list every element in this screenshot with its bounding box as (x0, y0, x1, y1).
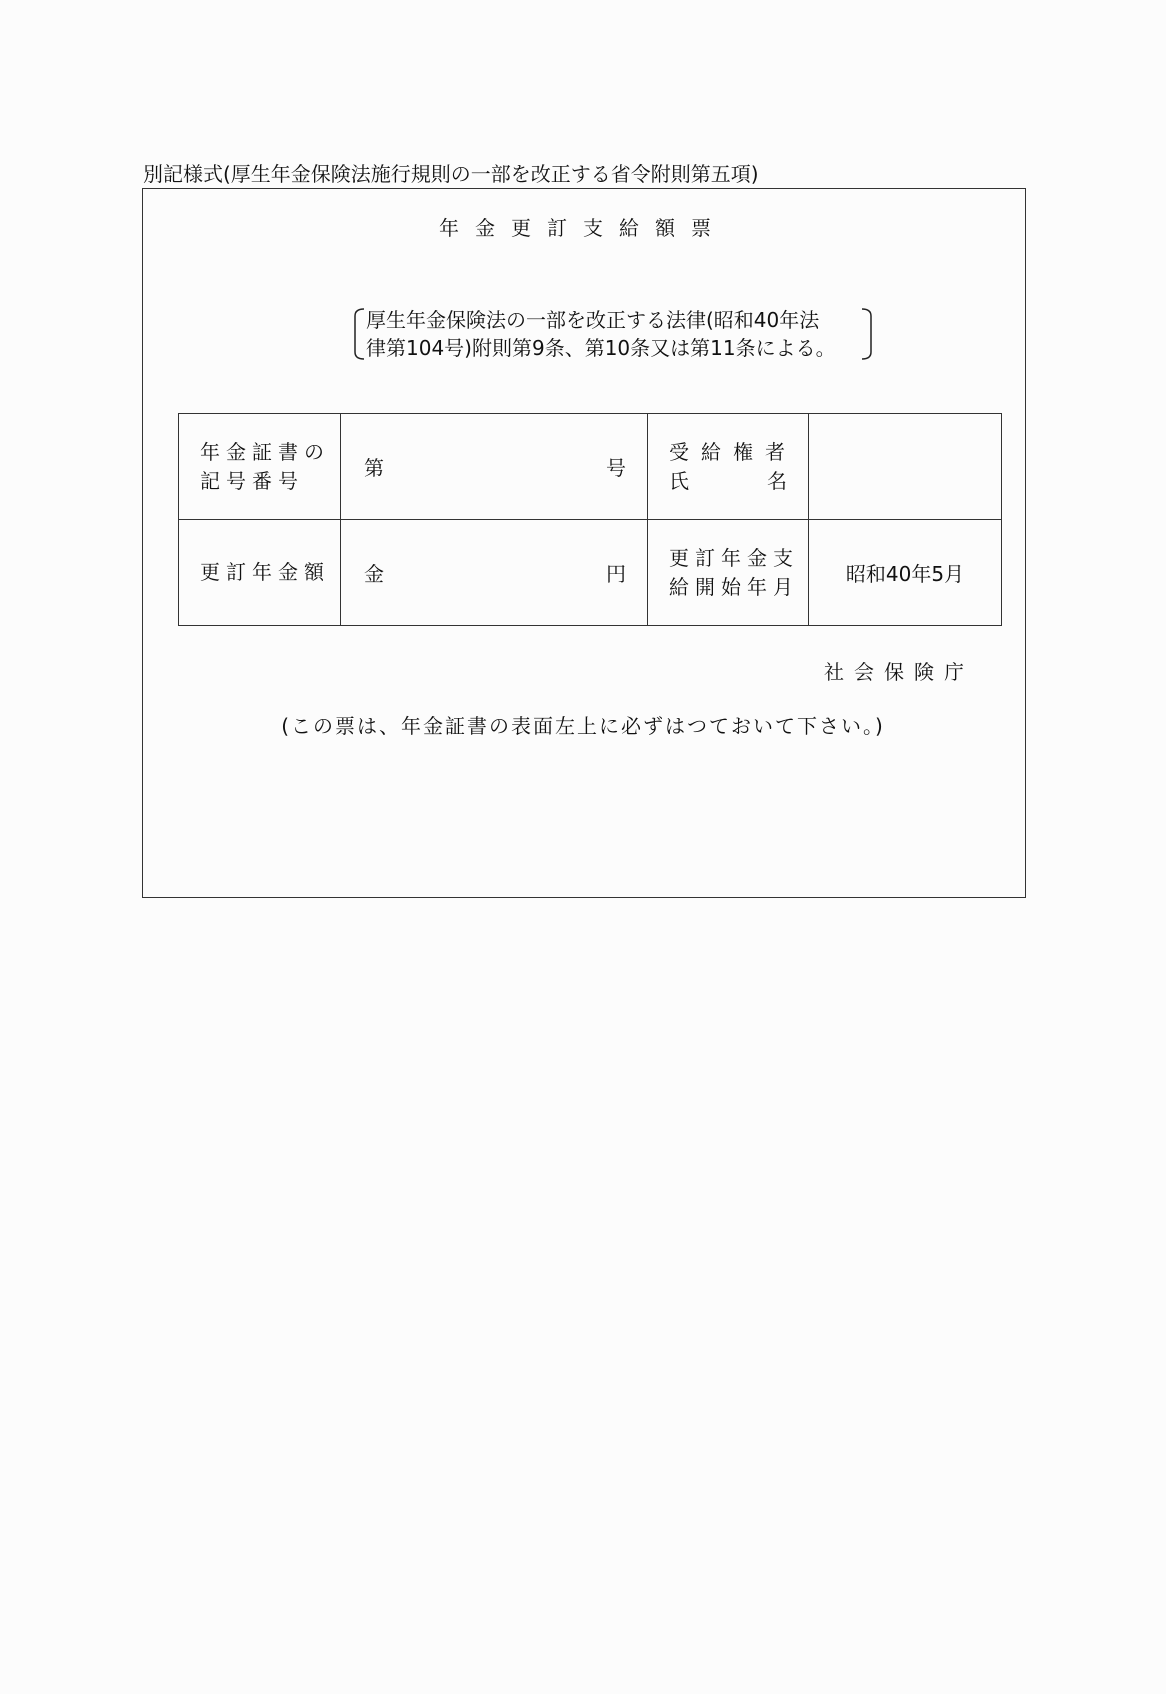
revised-amount-label: 更訂年金額 (200, 560, 330, 584)
recipient-label-line2-b: 名 (767, 468, 787, 493)
recipient-name-label-cell (648, 414, 809, 520)
certificate-number-prefix: 第 (364, 456, 384, 480)
legal-basis (352, 308, 874, 360)
info-table (178, 413, 1002, 626)
revised-amount-field[interactable] (341, 520, 648, 626)
attachment-note: (この票は、年金証書の表面左上に必ずはつておいて下さい。) (281, 714, 885, 738)
form-caption: 別記様式(厚生年金保険法施行規則の一部を改正する省令附則第五項) (143, 162, 759, 186)
recipient-name-field[interactable] (809, 414, 1002, 520)
start-date-label-line2: 給開始年月 (669, 574, 799, 599)
table-row (179, 520, 1002, 626)
start-date-label-cell (648, 520, 809, 626)
right-bracket-icon (860, 308, 874, 360)
revised-amount-label-cell (179, 520, 341, 626)
left-bracket-icon (352, 308, 366, 360)
recipient-label-line1: 受給権者 (669, 439, 797, 464)
start-date-value: 昭和40年5月 (845, 562, 965, 586)
revised-amount-suffix: 円 (606, 562, 626, 586)
start-date-label-line1: 更訂年金支 (669, 545, 799, 570)
issuing-agency: 社会保険庁 (824, 660, 974, 684)
certificate-number-field[interactable] (341, 414, 648, 520)
certificate-number-label-line1: 年金証書の (200, 439, 330, 464)
legal-basis-text (366, 306, 836, 362)
certificate-number-label-cell (179, 414, 341, 520)
start-date-field[interactable] (809, 520, 1002, 626)
certificate-number-suffix: 号 (606, 456, 626, 480)
recipient-label-line2-a: 氏 (669, 468, 689, 493)
certificate-number-label-line2: 記号番号 (200, 468, 304, 493)
form-title: 年金更訂支給額票 (439, 216, 727, 240)
legal-basis-line1: 厚生年金保険法の一部を改正する法律(昭和40年法 (366, 308, 820, 332)
table-row (179, 414, 1002, 520)
legal-basis-line2: 律第104号)附則第9条、第10条又は第11条による。 (366, 336, 836, 360)
revised-amount-prefix: 金 (364, 562, 384, 586)
